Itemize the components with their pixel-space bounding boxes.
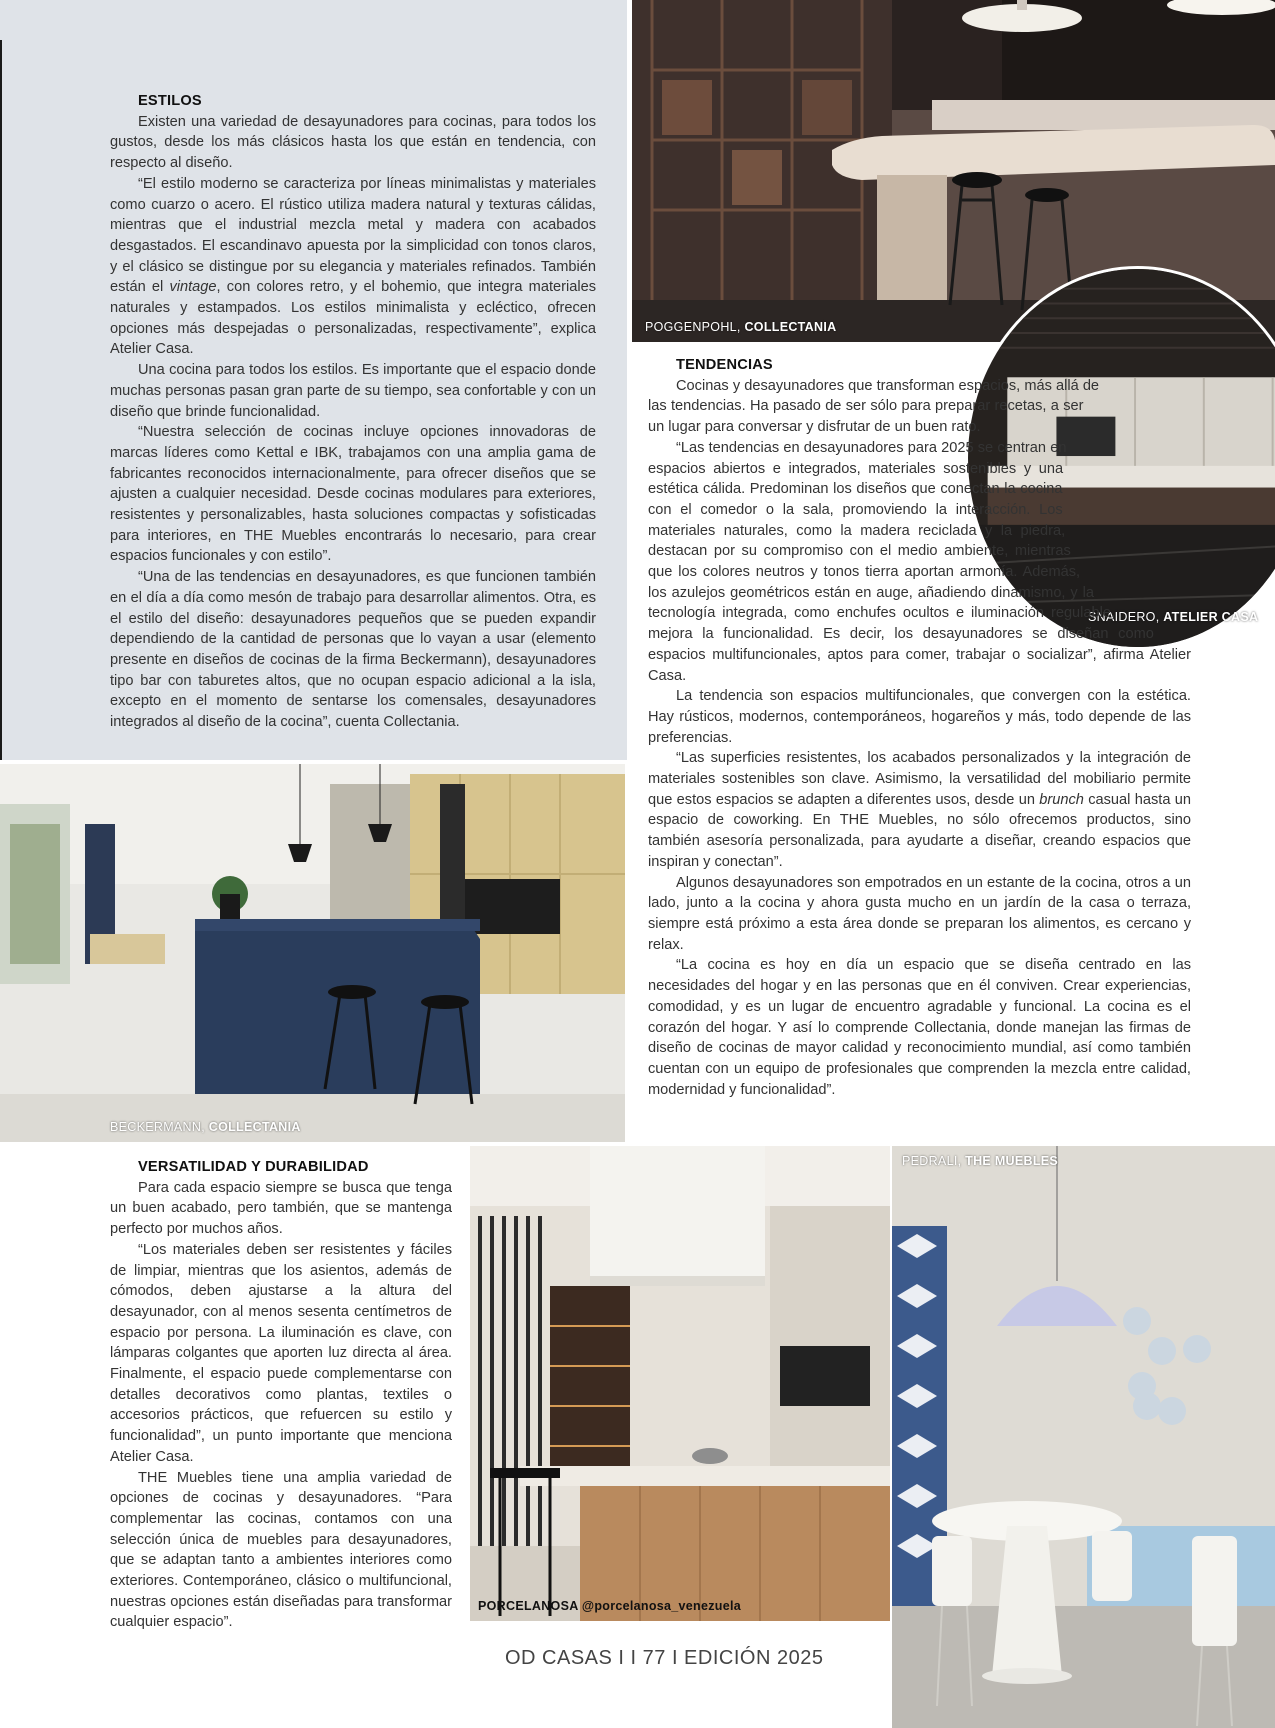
paragraph <box>110 174 596 360</box>
caption-pedrali <box>902 1154 1058 1168</box>
section-heading: ESTILOS <box>138 93 202 109</box>
section-estilos <box>110 91 596 733</box>
paragraph: “Las tendencias en desayunadores para 2025 se centran en espacios abiertos e integrados, materiales sostenibles y una estética cálida. Predominan los diseños que conectan la cocina con el comedor o la sala, promoviendo la interacción. Los materiales naturales, como la madera reciclada y la piedra, destacan por su compromiso con el medio ambiente, mientras que los colores neutros y tonos tierra aportan armonía. Además, los azulejos geométricos están en auge, añadiendo dinamismo, y la tecnología integrada, como enchufes ocultos e iluminación regulable, mejora la funcionalidad. Es decir, los desayunadores se diseñan como espacios multifuncionales, aptos para comer, trabajar o socializar”, afirma Atelier Casa. <box>648 439 1191 684</box>
text-run: casual hasta un espacio de coworking. En THE Muebles, no sólo ofrecemos productos, sino también asesoría personalizada, para ayudarte a diseñar, creando espacios que inspiran y conectan”. <box>648 791 1191 870</box>
caption-brand: SNAIDERO, <box>1088 610 1164 624</box>
caption-source: @porcelanosa_venezuela <box>578 1599 741 1613</box>
page-footer: OD CASAS I I 77 I EDICIÓN 2025 <box>505 1647 824 1669</box>
paragraph: Para cada espacio siempre se busca que tenga un buen acabado, pero también, que se mantenga perfecto por muchos años. <box>110 1179 452 1238</box>
photo-porcelanosa-kitchen <box>470 1146 890 1621</box>
caption-source: COLLECTANIA <box>744 320 837 334</box>
paragraph: Una cocina para todos los estilos. Es importante que el espacio donde muchas personas pasan gran parte de su tiempo, sea confortable y con un diseño que brinde funcionalidad. <box>110 362 596 420</box>
text-run: “El estilo moderno se caracteriza por líneas minimalistas y materiales como cuarzo o acero. El rústico utiliza madera natural y texturas cálidas, mientras que el industrial mezcla metal y madera con acabados desgastados. El escandinavo apuesta por la simplicidad con tonos claros, y el clásico se distingue por su elegancia y materiales refinados. También están el <box>110 175 596 296</box>
section-versatilidad <box>110 1157 452 1633</box>
paragraph: Algunos desayunadores son empotrados en un estante de la cocina, otros a un lado, junto a la cocina y ahora gusta mucho en un jardín de la casa o terraza, siempre está próximo a esta área donde se preparan los alimentos, es cercano y relax. <box>648 874 1191 953</box>
caption-brand: BECKERMANN, <box>110 1120 209 1134</box>
paragraph <box>648 748 1191 872</box>
paragraph: THE Muebles tiene una amplia variedad de opciones de cocinas y desayunadores. “Para complementar las cocinas, contamos con una selección única de muebles para desayunadores, que se adaptan tanto a ambientes interiores como exteriores. Contemporáneo, clásico o multifuncional, nuestras opciones están diseñadas para transformar cualquier espacio”. <box>110 1469 452 1631</box>
caption-brand: PORCELANOSA <box>478 1599 579 1613</box>
section-heading: TENDENCIAS <box>676 357 773 373</box>
caption-source: COLLECTANIA <box>208 1120 301 1134</box>
paragraph: “Nuestra selección de cocinas incluye opciones innovadoras de marcas líderes como Kettal e IBK, trabajamos con una amplia gama de fabricantes reconocidos internacionalmente, para ofrecer diseños que se ajusten a cualquier necesidad. Desde cocinas modulares para exteriores, resistentes y personalizables, hasta soluciones compactas y sofisticadas para interiores, en THE Muebles encontrarás lo necesario, para crear espacios funcionales y con estilo”. <box>110 424 596 565</box>
caption-beckermann <box>110 1120 301 1134</box>
text-run: , con colores retro, y el bohemio, que integra materiales naturales y estampados. Los estilos minimalista y ecléctico, ofrecen opciones más despejadas o personalizadas, respectivamente”, explica Atelier Casa. <box>110 279 596 358</box>
caption-brand: POGGENPOHL, <box>645 320 745 334</box>
paragraph: “Una de las tendencias en desayunadores, es que funcionen también en el día a día como mesón de trabajo para desarrollar alimentos. Otra, es el estilo del diseño: desayunadores pequeños que se pueden expandir dependiendo de la cantidad de personas que lo vayan a usar (elemento presente en diseños de cocinas de la firma Beckermann), desayunadores tipo bar con taburetes altos, que no ocupan espacio adicional a la isla, excepto en el momento de sentarse los comensales, desayunadores integrados al diseño de la cocina”, cuenta Collectania. <box>110 569 596 731</box>
caption-source: THE MUEBLES <box>965 1154 1059 1168</box>
paragraph: “La cocina es hoy en día un espacio que se diseña centrado en las necesidades del hogar y en las personas que en él conviven. Crear experiencias, comodidad, y es un lugar de encuentro agradable y funcional. La cocina es el corazón del hogar. Y así lo comprende Collectania, donde manejan las firmas de diseño de cocinas de mayor calidad y reconocimiento mundial, así como también cuentan con un equipo de profesionales que comprenden la mezcla entre calidad, modernidad y funcionalidad”. <box>648 957 1191 1098</box>
caption-brand: PEDRALI, <box>902 1154 966 1168</box>
paragraph: “Los materiales deben ser resistentes y fáciles de limpiar, mientras que los asientos, además de cómodos, deben ajustarse a la altura del desayunador, con al menos sesenta centímetros de espacio por persona. La iluminación es clave, con lámparas colgantes que aporten luz directa al área. Finalmente, el espacio puede complementarse con detalles decorativos como plantas, textiles o accesorios prácticos, que refuercen su estilo y funcionalidad”, un punto importante que menciona Atelier Casa. <box>110 1241 452 1465</box>
caption-source: ATELIER CASA <box>1163 610 1259 624</box>
italic-term: vintage <box>169 279 217 296</box>
section-tendencias <box>648 355 1191 1100</box>
caption-porcelanosa <box>478 1599 741 1613</box>
caption-poggenpohl <box>645 320 836 334</box>
paragraph: Existen una variedad de desayunadores para cocinas, para todos los gustos, desde los más clásicos hasta los que están en tendencia, con respecto al diseño. <box>110 113 596 172</box>
photo-pedrali-dining <box>892 1146 1275 1728</box>
paragraph: La tendencia son espacios multifuncionales, que convergen con la estética. Hay rústicos, modernos, contemporáneos, hogareños y más, todo depende de las preferencias. <box>648 688 1191 746</box>
section-heading: VERSATILIDAD Y DURABILIDAD <box>138 1159 369 1175</box>
italic-term: brunch <box>1039 791 1084 808</box>
paragraph: Cocinas y desayunadores que transforman espacios, más allá de las tendencias. Ha pasado de ser sólo para preparar recetas, a ser un lugar para conversar y disfrutar de un buen rato. <box>648 377 1100 436</box>
photo-beckermann-kitchen <box>0 764 625 1142</box>
text-run: “Las superficies resistentes, los acabados personalizados y la integración de materiales sostenibles son clave. Asimismo, la versatilidad del mobiliario permite que estos espacios se adapten a diferentes usos, desde un <box>648 750 1191 808</box>
page-edge-rule <box>0 40 2 760</box>
